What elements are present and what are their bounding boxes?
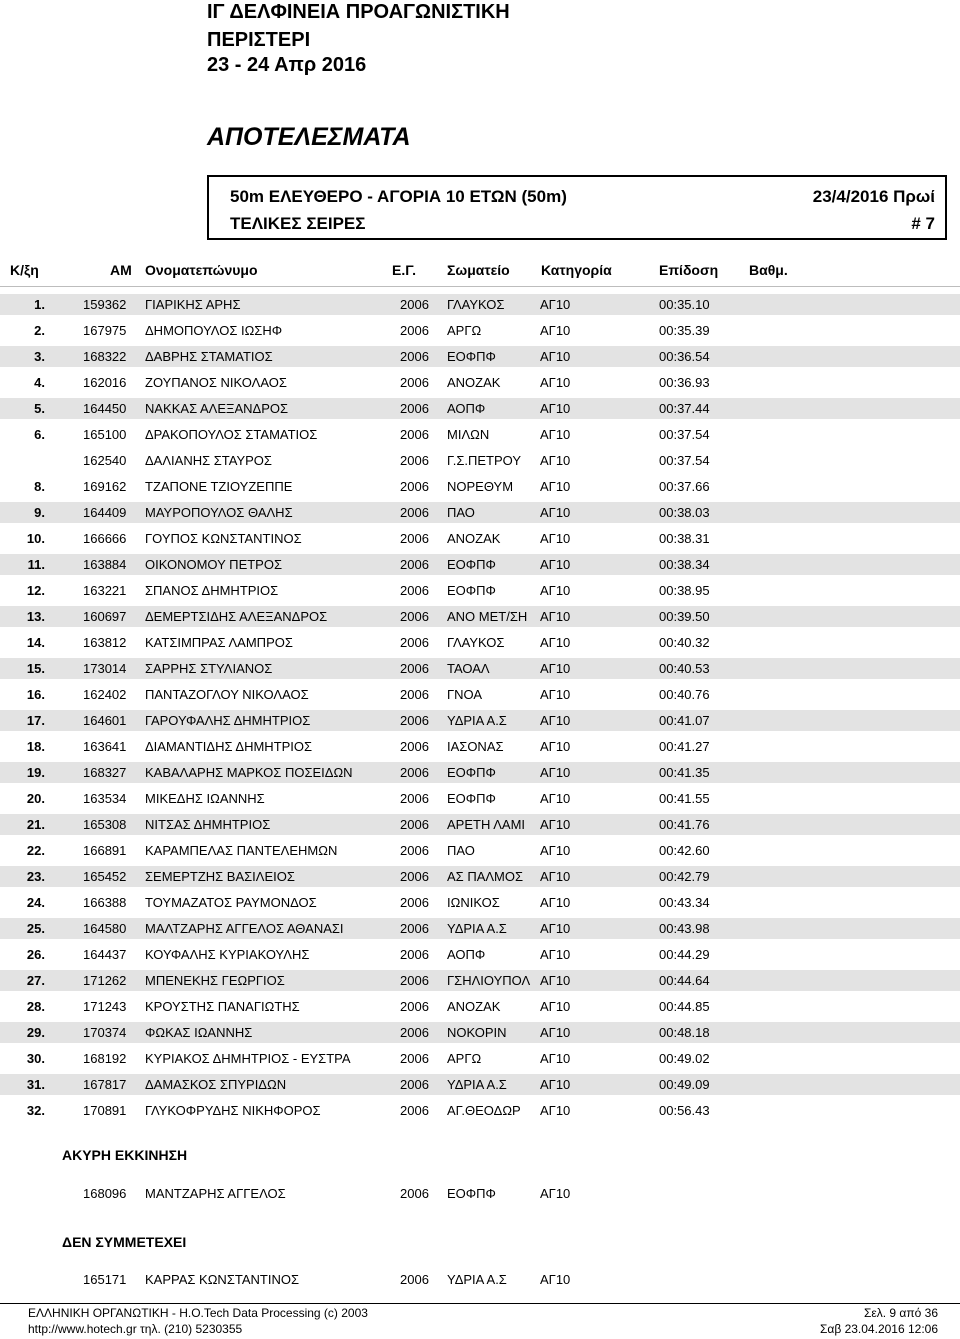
cell-yob: 2006	[400, 791, 429, 806]
cell-category: ΑΓ10	[540, 1272, 571, 1287]
cell-yob: 2006	[400, 895, 429, 910]
cell-name: ΟΙΚΟΝΟΜΟΥ ΠΕΤΡΟΣ	[145, 557, 282, 572]
cell-club: ΕΟΦΠΦ	[447, 349, 496, 364]
cell-name: ΚΟΥΦΑΛΗΣ ΚΥΡΙΑΚΟΥΛΗΣ	[145, 947, 310, 962]
table-row	[0, 840, 960, 861]
cell-club: Γ.Σ.ΠΕΤΡΟΥ	[447, 453, 522, 468]
cell-club: ΤΑΟΑΛ	[447, 661, 490, 676]
cell-yob: 2006	[400, 999, 429, 1014]
cell-yob: 2006	[400, 479, 429, 494]
cell-club: ΑΝΟ ΜΕΤ/ΣΗ	[447, 609, 528, 624]
event-box	[207, 175, 947, 240]
cell-yob: 2006	[400, 609, 429, 624]
cell-category: ΑΓ10	[540, 557, 571, 572]
cell-name: ΔΑΜΑΣΚΟΣ ΣΠΥΡΙΔΩΝ	[145, 1077, 287, 1092]
cell-yob: 2006	[400, 1186, 429, 1201]
table-row	[0, 866, 960, 887]
cell-name: ΚΑΡΡΑΣ ΚΩΝΣΤΑΝΤΙΝΟΣ	[145, 1272, 299, 1287]
cell-am: 162402	[83, 687, 127, 702]
cell-rank: 3.	[34, 349, 45, 364]
cell-am: 171243	[83, 999, 127, 1014]
cell-club: ΓΛΑΥΚΟΣ	[447, 635, 505, 650]
cell-am: 165308	[83, 817, 127, 832]
cell-rank: 1.	[34, 297, 45, 312]
cell-category: ΑΓ10	[540, 479, 571, 494]
cell-category: ΑΓ10	[540, 323, 571, 338]
column-headers	[0, 262, 960, 282]
cell-time: 00:42.60	[659, 843, 710, 858]
cell-club: ΝΟΚΟΡΙΝ	[447, 1025, 507, 1040]
cell-rank: 30.	[26, 1051, 45, 1066]
meet-dates: 23 - 24 Απρ 2016	[207, 54, 367, 76]
cell-am: 163641	[83, 739, 127, 754]
table-row	[0, 1048, 960, 1069]
cell-time: 00:44.64	[659, 973, 710, 988]
cell-club: ΕΟΦΠΦ	[447, 557, 496, 572]
meet-place: ΠΕΡΙΣΤΕΡΙ	[207, 29, 311, 51]
col-header-time: Επίδοση	[659, 262, 719, 278]
cell-am: 166891	[83, 843, 127, 858]
cell-yob: 2006	[400, 765, 429, 780]
cell-time: 00:38.03	[659, 505, 710, 520]
cell-time: 00:41.76	[659, 817, 710, 832]
cell-am: 168327	[83, 765, 127, 780]
cell-name: ΚΑΡΑΜΠΕΛΑΣ ΠΑΝΤΕΛΕΗΜΩΝ	[145, 843, 338, 858]
cell-yob: 2006	[400, 375, 429, 390]
cell-time: 00:37.66	[659, 479, 710, 494]
cell-time: 00:41.07	[659, 713, 710, 728]
table-row	[0, 1183, 960, 1204]
cell-yob: 2006	[400, 505, 429, 520]
cell-name: ΔΕΜΕΡΤΣΙΔΗΣ ΑΛΕΞΑΝΔΡΟΣ	[145, 609, 328, 624]
cell-club: ΑΡΓΩ	[447, 1051, 482, 1066]
table-row	[0, 918, 960, 939]
table-row	[0, 1022, 960, 1043]
cell-name: ΚΥΡΙΑΚΟΣ ΔΗΜΗΤΡΙΟΣ - ΕΥΣΤΡΑ	[145, 1051, 351, 1066]
cell-am: 164409	[83, 505, 127, 520]
cell-rank: 17.	[26, 713, 45, 728]
table-row	[0, 346, 960, 367]
cell-club: ΑΟΠΦ	[447, 401, 486, 416]
cell-club: ΠΑΟ	[447, 505, 475, 520]
cell-rank: 9.	[34, 505, 45, 520]
cell-am: 164437	[83, 947, 127, 962]
cell-club: ΙΑΣΟΝΑΣ	[447, 739, 504, 754]
cell-category: ΑΓ10	[540, 687, 571, 702]
cell-am: 160697	[83, 609, 127, 624]
cell-name: ΜΑΥΡΟΠΟΥΛΟΣ ΘΑΛΗΣ	[145, 505, 293, 520]
col-header-rank: Κ/ξη	[10, 262, 39, 278]
cell-time: 00:43.98	[659, 921, 710, 936]
cell-name: ΔΑΛΙΑΝΗΣ ΣΤΑΥΡΟΣ	[145, 453, 272, 468]
col-header-points: Βαθμ.	[749, 262, 788, 278]
cell-name: ΚΡΟΥΣΤΗΣ ΠΑΝΑΓΙΩΤΗΣ	[145, 999, 300, 1014]
cell-rank: 29.	[26, 1025, 45, 1040]
cell-yob: 2006	[400, 921, 429, 936]
cell-name: ΝΑΚΚΑΣ ΑΛΕΞΑΝΔΡΟΣ	[145, 401, 289, 416]
table-row	[0, 970, 960, 991]
footer-divider	[0, 1303, 960, 1304]
cell-club: ΓΛΑΥΚΟΣ	[447, 297, 505, 312]
cell-rank: 5.	[34, 401, 45, 416]
cell-time: 00:38.95	[659, 583, 710, 598]
cell-category: ΑΓ10	[540, 791, 571, 806]
cell-club: ΑΡΕΤΗ ΛΑΜΙ	[447, 817, 526, 832]
cell-am: 163534	[83, 791, 127, 806]
cell-am: 159362	[83, 297, 127, 312]
cell-yob: 2006	[400, 661, 429, 676]
cell-name: ΝΙΤΣΑΣ ΔΗΜΗΤΡΙΟΣ	[145, 817, 271, 832]
cell-yob: 2006	[400, 687, 429, 702]
cell-rank: 27.	[26, 973, 45, 988]
cell-yob: 2006	[400, 713, 429, 728]
cell-yob: 2006	[400, 635, 429, 650]
cell-yob: 2006	[400, 947, 429, 962]
false-start-title: ΑΚΥΡΗ ΕΚΚΙΝΗΣΗ	[62, 1147, 188, 1163]
cell-name: ΔΡΑΚΟΠΟΥΛΟΣ ΣΤΑΜΑΤΙΟΣ	[145, 427, 318, 442]
cell-rank: 6.	[34, 427, 45, 442]
cell-time: 00:37.44	[659, 401, 710, 416]
cell-am: 169162	[83, 479, 127, 494]
cell-yob: 2006	[400, 973, 429, 988]
table-row	[0, 996, 960, 1017]
table-row	[0, 606, 960, 627]
cell-name: ΔΙΑΜΑΝΤΙΔΗΣ ΔΗΜΗΤΡΙΟΣ	[145, 739, 313, 754]
header-divider	[0, 286, 960, 287]
table-row	[0, 502, 960, 523]
cell-category: ΑΓ10	[540, 427, 571, 442]
cell-yob: 2006	[400, 557, 429, 572]
cell-rank: 23.	[26, 869, 45, 884]
cell-rank: 4.	[34, 375, 45, 390]
cell-category: ΑΓ10	[540, 843, 571, 858]
table-row	[0, 814, 960, 835]
cell-club: ΕΟΦΠΦ	[447, 583, 496, 598]
cell-yob: 2006	[400, 531, 429, 546]
cell-yob: 2006	[400, 843, 429, 858]
cell-name: ΤΖΑΠΟΝΕ ΤΖΙΟΥΖΕΠΠΕ	[145, 479, 293, 494]
cell-am: 164601	[83, 713, 127, 728]
cell-am: 163812	[83, 635, 127, 650]
cell-name: ΣΑΡΡΗΣ ΣΤΥΛΙΑΝΟΣ	[145, 661, 273, 676]
cell-club: ΕΟΦΠΦ	[447, 791, 496, 806]
cell-time: 00:40.32	[659, 635, 710, 650]
cell-category: ΑΓ10	[540, 297, 571, 312]
cell-category: ΑΓ10	[540, 869, 571, 884]
cell-yob: 2006	[400, 1272, 429, 1287]
cell-category: ΑΓ10	[540, 1186, 571, 1201]
cell-name: ΓΛΥΚΟΦΡΥΔΗΣ ΝΙΚΗΦΟΡΟΣ	[145, 1103, 321, 1118]
cell-rank: 12.	[26, 583, 45, 598]
cell-name: ΓΟΥΠΟΣ ΚΩΝΣΤΑΝΤΙΝΟΣ	[145, 531, 302, 546]
cell-yob: 2006	[400, 427, 429, 442]
cell-club: ΝΟΡΕΘΥΜ	[447, 479, 514, 494]
cell-rank: 25.	[26, 921, 45, 936]
cell-time: 00:40.53	[659, 661, 710, 676]
cell-time: 00:37.54	[659, 453, 710, 468]
cell-club: ΑΓ.ΘΕΟΔΩΡ	[447, 1103, 521, 1118]
cell-category: ΑΓ10	[540, 505, 571, 520]
cell-time: 00:36.93	[659, 375, 710, 390]
cell-category: ΑΓ10	[540, 739, 571, 754]
cell-name: ΜΑΛΤΖΑΡΗΣ ΑΓΓΕΛΟΣ ΑΘΑΝΑΣΙ	[145, 921, 344, 936]
cell-name: ΤΟΥΜΑΖΑΤΟΣ ΡΑΥΜΟΝΔΟΣ	[145, 895, 317, 910]
cell-category: ΑΓ10	[540, 765, 571, 780]
cell-rank: 2.	[34, 323, 45, 338]
cell-category: ΑΓ10	[540, 947, 571, 962]
cell-time: 00:35.39	[659, 323, 710, 338]
cell-category: ΑΓ10	[540, 999, 571, 1014]
cell-am: 171262	[83, 973, 127, 988]
cell-yob: 2006	[400, 817, 429, 832]
cell-category: ΑΓ10	[540, 1025, 571, 1040]
cell-am: 170374	[83, 1025, 127, 1040]
table-row	[0, 450, 960, 471]
cell-rank: 31.	[26, 1077, 45, 1092]
cell-category: ΑΓ10	[540, 661, 571, 676]
table-row	[0, 528, 960, 549]
cell-yob: 2006	[400, 453, 429, 468]
cell-club: ΥΔΡΙΑ Α.Σ	[447, 1272, 507, 1287]
cell-category: ΑΓ10	[540, 609, 571, 624]
cell-yob: 2006	[400, 349, 429, 364]
cell-time: 00:40.76	[659, 687, 710, 702]
cell-am: 163221	[83, 583, 127, 598]
cell-rank: 18.	[26, 739, 45, 754]
cell-club: ΙΩΝΙΚΟΣ	[447, 895, 500, 910]
cell-rank: 8.	[34, 479, 45, 494]
cell-am: 166388	[83, 895, 127, 910]
cell-am: 165452	[83, 869, 127, 884]
cell-category: ΑΓ10	[540, 453, 571, 468]
cell-yob: 2006	[400, 869, 429, 884]
table-row	[0, 1074, 960, 1095]
cell-club: ΥΔΡΙΑ Α.Σ	[447, 713, 507, 728]
cell-time: 00:49.02	[659, 1051, 710, 1066]
col-header-category: Κατηγορία	[541, 262, 612, 278]
cell-rank: 20.	[26, 791, 45, 806]
cell-name: ΚΑΒΑΛΑΡΗΣ ΜΑΡΚΟΣ ΠΟΣΕΙΔΩΝ	[145, 765, 353, 780]
cell-club: ΑΡΓΩ	[447, 323, 482, 338]
cell-club: ΑΣ ΠΑΛΜΟΣ	[447, 869, 524, 884]
table-row	[0, 398, 960, 419]
cell-rank: 22.	[26, 843, 45, 858]
cell-yob: 2006	[400, 739, 429, 754]
cell-name: ΓΙΑΡΙΚΗΣ ΑΡΗΣ	[145, 297, 241, 312]
cell-name: ΔΑΒΡΗΣ ΣΤΑΜΑΤΙΟΣ	[145, 349, 273, 364]
cell-am: 173014	[83, 661, 127, 676]
cell-name: ΖΟΥΠΑΝΟΣ ΝΙΚΟΛΑΟΣ	[145, 375, 287, 390]
cell-club: ΓΣΗΛΙΟΥΠΟΛ	[447, 973, 531, 988]
did-not-start-title: ΔΕΝ ΣΥΜΜΕΤΕΧΕΙ	[62, 1234, 187, 1250]
cell-rank: 10.	[26, 531, 45, 546]
cell-yob: 2006	[400, 1051, 429, 1066]
cell-am: 168192	[83, 1051, 127, 1066]
cell-category: ΑΓ10	[540, 817, 571, 832]
cell-time: 00:44.85	[659, 999, 710, 1014]
table-row	[0, 424, 960, 445]
cell-am: 164580	[83, 921, 127, 936]
table-row	[0, 1100, 960, 1121]
cell-club: ΑΝΟΖΑΚ	[447, 531, 501, 546]
cell-rank: 24.	[26, 895, 45, 910]
cell-am: 165100	[83, 427, 127, 442]
table-row	[0, 944, 960, 965]
cell-time: 00:38.34	[659, 557, 710, 572]
cell-name: ΦΩΚΑΣ ΙΩΑΝΝΗΣ	[145, 1025, 253, 1040]
cell-am: 170891	[83, 1103, 127, 1118]
table-row	[0, 320, 960, 341]
cell-rank: 11.	[27, 557, 45, 572]
cell-time: 00:42.79	[659, 869, 710, 884]
cell-category: ΑΓ10	[540, 921, 571, 936]
cell-time: 00:43.34	[659, 895, 710, 910]
cell-time: 00:37.54	[659, 427, 710, 442]
cell-club: ΕΟΦΠΦ	[447, 1186, 496, 1201]
table-row	[0, 710, 960, 731]
cell-yob: 2006	[400, 323, 429, 338]
cell-yob: 2006	[400, 401, 429, 416]
cell-club: ΓΝΟΑ	[447, 687, 483, 702]
cell-club: ΠΑΟ	[447, 843, 475, 858]
table-row	[0, 294, 960, 315]
event-number: # 7	[911, 214, 935, 233]
event-round: ΤΕΛΙΚΕΣ ΣΕΙΡΕΣ	[230, 214, 366, 233]
cell-club: ΥΔΡΙΑ Α.Σ	[447, 921, 507, 936]
cell-category: ΑΓ10	[540, 583, 571, 598]
cell-am: 164450	[83, 401, 127, 416]
footer-print-date: Σαβ 23.04.2016 12:06	[819, 1322, 938, 1336]
cell-category: ΑΓ10	[540, 1077, 571, 1092]
cell-yob: 2006	[400, 297, 429, 312]
cell-am: 167817	[83, 1077, 127, 1092]
cell-name: ΣΕΜΕΡΤΖΗΣ ΒΑΣΙΛΕΙΟΣ	[145, 869, 295, 884]
cell-yob: 2006	[400, 1077, 429, 1092]
cell-am: 167975	[83, 323, 127, 338]
cell-rank: 32.	[26, 1103, 45, 1118]
cell-time: 00:48.18	[659, 1025, 710, 1040]
table-row	[0, 1269, 960, 1290]
cell-time: 00:41.27	[659, 739, 710, 754]
cell-rank: 16.	[26, 687, 45, 702]
cell-category: ΑΓ10	[540, 635, 571, 650]
cell-category: ΑΓ10	[540, 895, 571, 910]
footer-website: http://www.hotech.gr τηλ. (210) 5230355	[28, 1322, 243, 1336]
cell-club: ΑΟΠΦ	[447, 947, 486, 962]
cell-rank: 13.	[26, 609, 45, 624]
cell-am: 163884	[83, 557, 127, 572]
cell-category: ΑΓ10	[540, 531, 571, 546]
table-row	[0, 684, 960, 705]
table-row	[0, 788, 960, 809]
cell-club: ΑΝΟΖΑΚ	[447, 375, 501, 390]
cell-club: ΥΔΡΙΑ Α.Σ	[447, 1077, 507, 1092]
cell-am: 168096	[83, 1186, 127, 1201]
cell-time: 00:35.10	[659, 297, 710, 312]
cell-club: ΑΝΟΖΑΚ	[447, 999, 501, 1014]
cell-name: ΜΑΝΤΖΑΡΗΣ ΑΓΓΕΛΟΣ	[145, 1186, 286, 1201]
cell-yob: 2006	[400, 583, 429, 598]
table-row	[0, 372, 960, 393]
cell-name: ΠΑΝΤΑΖΟΓΛΟΥ ΝΙΚΟΛΑΟΣ	[145, 687, 309, 702]
cell-category: ΑΓ10	[540, 973, 571, 988]
cell-category: ΑΓ10	[540, 349, 571, 364]
cell-name: ΣΠΑΝΟΣ ΔΗΜΗΤΡΙΟΣ	[145, 583, 279, 598]
cell-category: ΑΓ10	[540, 401, 571, 416]
col-header-yob: Ε.Γ.	[392, 262, 416, 278]
cell-am: 166666	[83, 531, 127, 546]
cell-time: 00:41.55	[659, 791, 710, 806]
cell-rank: 14.	[26, 635, 45, 650]
table-row	[0, 554, 960, 575]
table-row	[0, 762, 960, 783]
event-session: 23/4/2016 Πρωί	[812, 187, 935, 206]
event-name: 50m ΕΛΕΥΘΕΡΟ - ΑΓΟΡΙΑ 10 ΕΤΩΝ (50m)	[230, 187, 567, 206]
cell-am: 165171	[83, 1272, 127, 1287]
cell-name: ΓΑΡΟΥΦΑΛΗΣ ΔΗΜΗΤΡΙΟΣ	[145, 713, 311, 728]
cell-category: ΑΓ10	[540, 375, 571, 390]
cell-time: 00:44.29	[659, 947, 710, 962]
cell-time: 00:38.31	[659, 531, 710, 546]
cell-category: ΑΓ10	[540, 1103, 571, 1118]
cell-am: 162540	[83, 453, 127, 468]
cell-rank: 21.	[26, 817, 45, 832]
footer-page-number: Σελ. 9 από 36	[863, 1306, 938, 1320]
table-row	[0, 736, 960, 757]
cell-am: 162016	[83, 375, 127, 390]
cell-rank: 15.	[26, 661, 45, 676]
cell-name: ΜΠΕΝΕΚΗΣ ΓΕΩΡΓΙΟΣ	[145, 973, 285, 988]
cell-club: ΜΙΛΩΝ	[447, 427, 490, 442]
table-row	[0, 476, 960, 497]
col-header-name: Ονοματεπώνυμο	[145, 262, 258, 278]
cell-am: 168322	[83, 349, 127, 364]
cell-name: ΔΗΜΟΠΟΥΛΟΣ ΙΩΣΗΦ	[145, 323, 283, 338]
cell-rank: 26.	[26, 947, 45, 962]
cell-rank: 19.	[26, 765, 45, 780]
cell-time: 00:36.54	[659, 349, 710, 364]
table-row	[0, 892, 960, 913]
cell-club: ΕΟΦΠΦ	[447, 765, 496, 780]
results-title: ΑΠΟΤΕΛΕΣΜΑΤΑ	[207, 123, 411, 151]
table-row	[0, 580, 960, 601]
cell-time: 00:56.43	[659, 1103, 710, 1118]
col-header-club: Σωματείο	[447, 262, 510, 278]
cell-time: 00:41.35	[659, 765, 710, 780]
cell-rank: 28.	[26, 999, 45, 1014]
cell-yob: 2006	[400, 1103, 429, 1118]
table-row	[0, 658, 960, 679]
cell-time: 00:49.09	[659, 1077, 710, 1092]
cell-category: ΑΓ10	[540, 713, 571, 728]
meet-title: ΙΓ ΔΕΛΦΙΝΕΙΑ ΠΡΟΑΓΩΝΙΣΤΙΚΗ	[207, 1, 510, 23]
cell-name: ΜΙΚΕΔΗΣ ΙΩΑΝΝΗΣ	[145, 791, 265, 806]
cell-time: 00:39.50	[659, 609, 710, 624]
cell-category: ΑΓ10	[540, 1051, 571, 1066]
footer-organization: ΕΛΛΗΝΙΚΗ ΟΡΓΑΝΩΤΙΚΗ - Η.Ο.Tech Data Processing (c) 2003	[28, 1306, 368, 1320]
cell-name: ΚΑΤΣΙΜΠΡΑΣ ΛΑΜΠΡΟΣ	[145, 635, 293, 650]
table-row	[0, 632, 960, 653]
cell-yob: 2006	[400, 1025, 429, 1040]
col-header-am: ΑΜ	[110, 262, 132, 278]
